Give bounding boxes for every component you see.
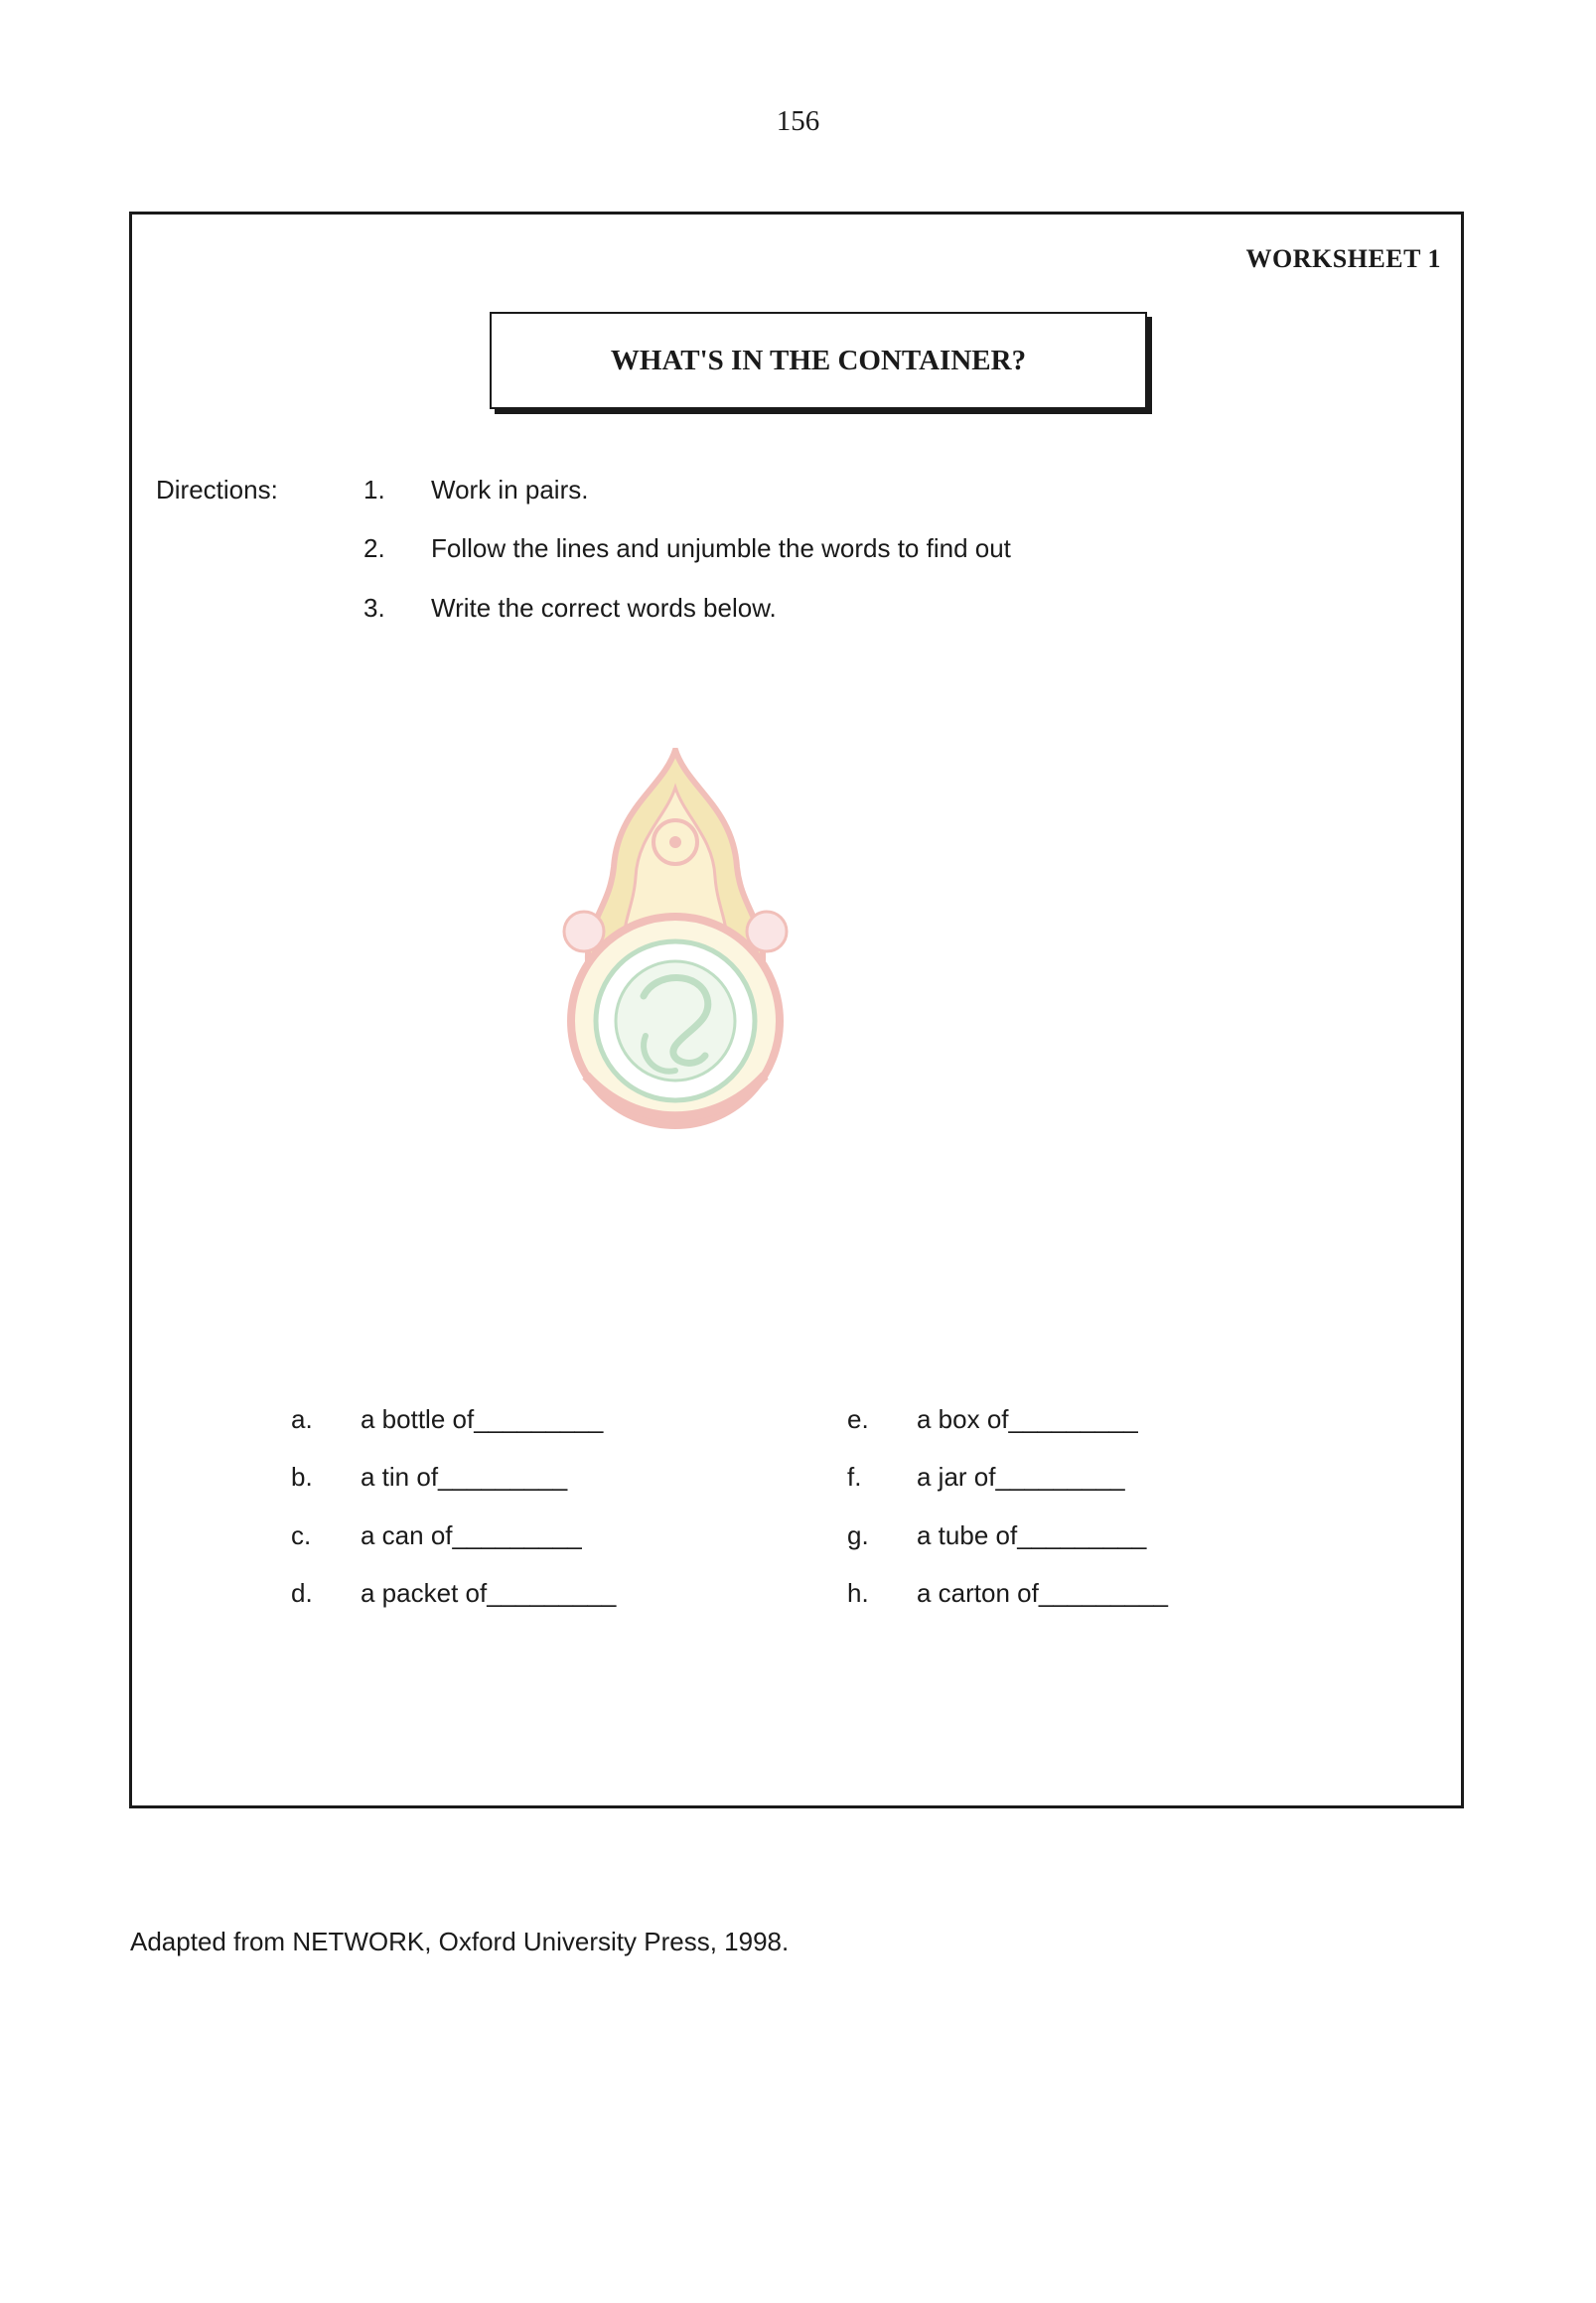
directions-label: Directions: [156,475,278,504]
exercise-letter: h. [847,1578,869,1608]
source-citation: Adapted from NETWORK, Oxford University Press, 1998. [130,1927,790,1956]
worksheet-label: WORKSHEET 1 [1245,244,1441,273]
worksheet-title [490,312,1147,409]
exercise-letter: b. [291,1462,313,1492]
direction-text: Work in pairs. [431,475,589,504]
direction-text: Write the correct words below. [431,593,777,623]
direction-text: Follow the lines and unjumble the words to find out [431,533,1011,563]
exercise-letter: g. [847,1520,869,1550]
exercise-text: a tube of_________ [917,1520,1147,1550]
direction-number: 1. [363,475,385,504]
exercise-text: a bottle of_________ [361,1404,604,1434]
direction-number: 3. [363,593,385,623]
exercise-text: a jar of_________ [917,1462,1125,1492]
exercise-letter: c. [291,1520,312,1550]
exercise-letter: e. [847,1404,869,1434]
page-number: 156 [776,105,820,137]
exercise-letter: f. [847,1462,862,1492]
direction-number: 2. [363,533,385,563]
exercise-text: a tin of_________ [361,1462,568,1492]
exercise-text: a box of_________ [917,1404,1138,1434]
worksheet-title-text: WHAT'S IN THE CONTAINER? [610,344,1027,376]
exercise-text: a carton of_________ [917,1578,1168,1608]
exercise-letter: a. [291,1404,313,1434]
exercise-text: a packet of_________ [361,1578,617,1608]
emblem-watermark-icon [526,748,824,1130]
exercise-text: a can of_________ [361,1520,582,1550]
exercise-letter: d. [291,1578,313,1608]
